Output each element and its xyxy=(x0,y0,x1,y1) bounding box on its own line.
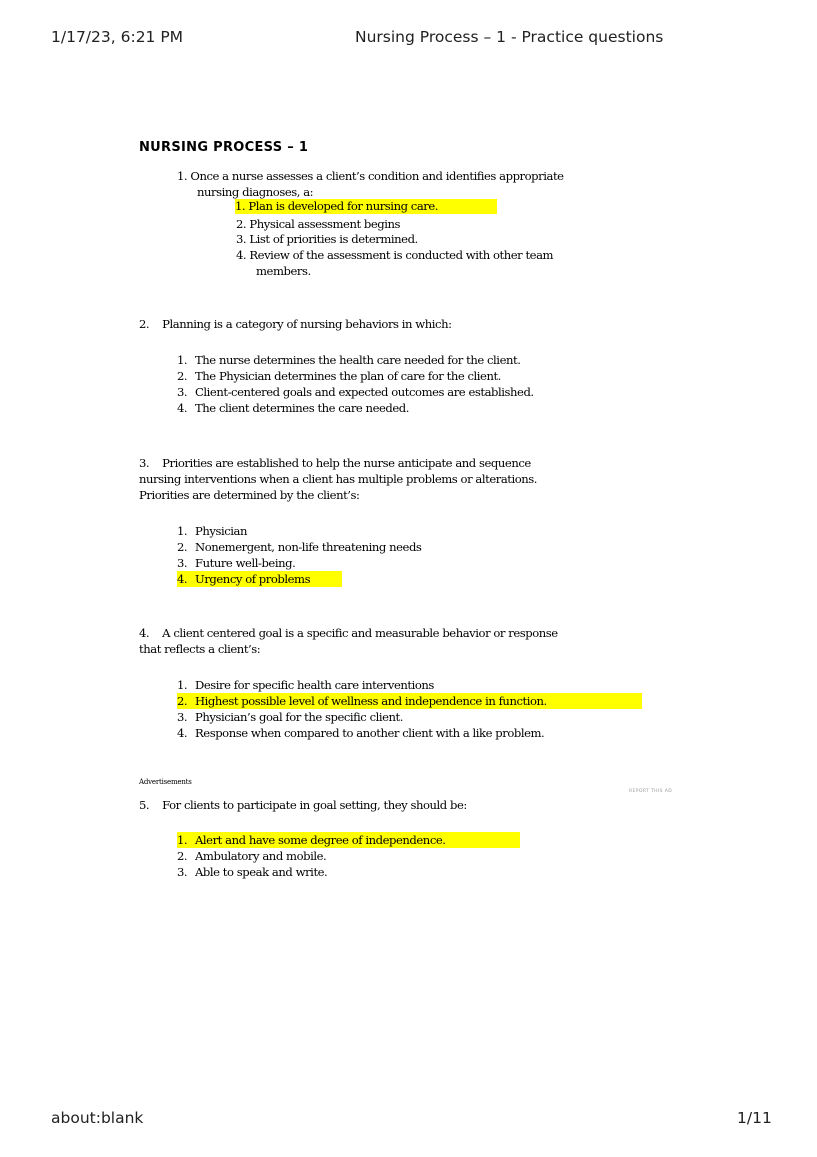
question-number: 4. xyxy=(139,626,150,640)
option-text: The nurse determines the health care needed for the client. xyxy=(195,353,521,367)
option-number: 3. xyxy=(177,556,188,570)
print-datetime: 1/17/23, 6:21 PM xyxy=(51,28,184,46)
option-text: Client-centered goals and expected outcomes are established. xyxy=(195,385,534,399)
list-item xyxy=(177,384,534,400)
list-item xyxy=(177,539,421,555)
option-number: 1. xyxy=(177,353,188,367)
question-2 xyxy=(139,316,452,332)
question-1-option-4-cont: members. xyxy=(256,264,311,278)
option-number: 2. xyxy=(177,540,188,554)
question-5-options xyxy=(177,832,520,880)
option-number: 4. xyxy=(177,572,188,586)
advertisements-label: Advertisements xyxy=(139,778,192,786)
question-text: Planning is a category of nursing behaviors in which: xyxy=(162,317,452,331)
option-number: 4. xyxy=(177,726,188,740)
option-text: Nonemergent, non-life threatening needs xyxy=(195,540,422,554)
option-text: Desire for specific health care interventions xyxy=(195,678,434,692)
option-text: Urgency of problems xyxy=(195,572,311,586)
option-text: Able to speak and write. xyxy=(195,865,328,879)
question-number: 5. xyxy=(139,798,150,812)
list-item xyxy=(177,352,534,368)
option-number: 3. xyxy=(177,710,188,724)
list-item-answer xyxy=(177,693,642,709)
question-5 xyxy=(139,797,467,813)
question-4-line-2: that reflects a client’s: xyxy=(139,642,261,656)
doc-title: NURSING PROCESS – 1 xyxy=(139,140,309,155)
option-number: 4. xyxy=(177,401,188,415)
list-item xyxy=(177,709,642,725)
option-number: 3. xyxy=(177,385,188,399)
option-number: 3. xyxy=(177,865,188,879)
question-text: Priorities are established to help the nurse anticipate and sequence xyxy=(162,456,531,470)
list-item xyxy=(177,725,642,741)
question-1-line-1: 1. Once a nurse assesses a client’s condition and identifies appropriate xyxy=(177,169,564,183)
option-text: Physician xyxy=(195,524,248,538)
option-number: 1. xyxy=(177,833,188,847)
option-text: Future well-being. xyxy=(195,556,296,570)
option-text: The Physician determines the plan of care for the client. xyxy=(195,369,501,383)
question-1-option-4: 4. Review of the assessment is conducted with other team xyxy=(236,248,554,262)
print-page-title: Nursing Process – 1 - Practice questions xyxy=(355,28,664,46)
list-item xyxy=(177,677,642,693)
option-number: 2. xyxy=(177,694,188,708)
option-text: Highest possible level of wellness and independence in function. xyxy=(195,694,547,708)
question-3-options xyxy=(177,523,421,587)
question-3-line-2: nursing interventions when a client has multiple problems or alterations. xyxy=(139,472,538,486)
list-item xyxy=(177,368,534,384)
option-text: Physician’s goal for the specific client. xyxy=(195,710,403,724)
option-number: 2. xyxy=(177,369,188,383)
option-number: 2. xyxy=(177,849,188,863)
question-1-option-2: 2. Physical assessment begins xyxy=(236,217,401,231)
option-number: 1. xyxy=(177,524,188,538)
list-item xyxy=(177,523,421,539)
option-text: Ambulatory and mobile. xyxy=(195,849,327,863)
list-item-answer xyxy=(177,571,342,587)
report-ad-link[interactable]: REPORT THIS AD xyxy=(629,789,673,794)
question-2-options xyxy=(177,352,534,416)
question-1-answer xyxy=(235,199,497,214)
question-4-options xyxy=(177,677,642,741)
print-url: about:blank xyxy=(51,1109,144,1127)
question-1-option-3: 3. List of priorities is determined. xyxy=(236,232,418,246)
question-3-line-1 xyxy=(139,455,531,471)
list-item xyxy=(177,864,520,880)
option-text: The client determines the care needed. xyxy=(195,401,409,415)
question-text: A client centered goal is a specific and measurable behavior or response xyxy=(162,626,558,640)
question-1-line-2: nursing diagnoses, a: xyxy=(197,185,314,199)
option-text: 1. Plan is developed for nursing care. xyxy=(235,199,439,213)
option-number: 1. xyxy=(177,678,188,692)
list-item-answer xyxy=(177,832,520,848)
option-text: Alert and have some degree of independence. xyxy=(195,833,446,847)
list-item xyxy=(177,555,421,571)
list-item xyxy=(177,848,520,864)
question-4-line-1 xyxy=(139,625,558,641)
list-item xyxy=(177,400,534,416)
question-number: 2. xyxy=(139,317,150,331)
question-3-line-3: Priorities are determined by the client’s: xyxy=(139,488,360,502)
print-page-count: 1/11 xyxy=(737,1109,772,1127)
question-number: 3. xyxy=(139,456,150,470)
question-text: For clients to participate in goal setting, they should be: xyxy=(162,798,467,812)
option-text: Response when compared to another client with a like problem. xyxy=(195,726,545,740)
